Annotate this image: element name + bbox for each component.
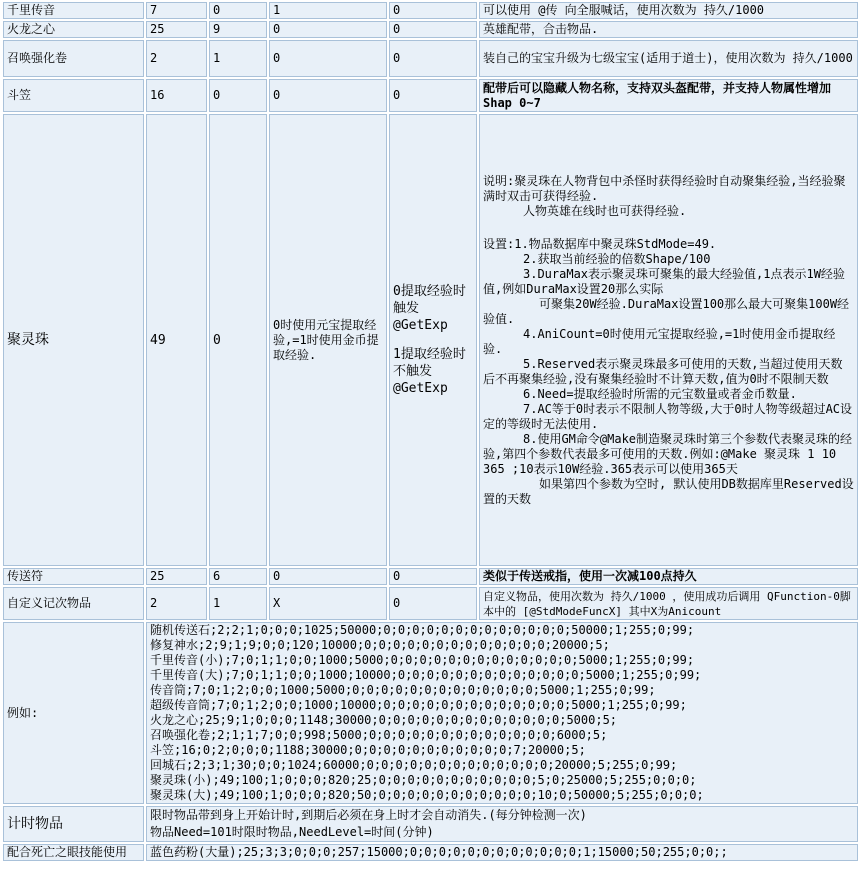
combo-description: 蓝色药粉(大量);25;3;3;0;0;0;257;15000;0;0;0;0;0;0;0;0;0;0;0;0;1;15000;50;255;0;0;; [146,844,858,861]
example-line: 修复神水;2;9;1;9;0;0;120;10000;0;0;0;0;0;0;0;0;0;0;0;0;0;20000;5; [150,638,610,652]
item-description-highlight: 类似于传送戒指，使用一次减100点持久 [479,568,858,585]
reserved-value: 0 [389,587,477,620]
table-row [3,587,858,620]
item-name: 计时物品 [3,806,144,842]
reserved-value: 0 [389,2,477,19]
item-description: 装自己的宝宝升级为七级宝宝(适用于道士)，使用次数为 持久/1000 [479,40,858,77]
item-table-wrapper [1,0,860,863]
reserved-note-line: 1提取经验时不触发@GetExp [393,347,466,396]
stdmode-value: 25 [146,568,207,585]
anicount-value: X [269,587,387,620]
table-row-combo [3,844,858,861]
item-name: 自定义记次物品 [3,587,144,620]
shape-value: 1 [209,40,267,77]
example-line: 超级传音筒;7;0;1;2;0;0;1000;10000;0;0;0;0;0;0;0;0;0;0;0;0;0;5000;1;255;0;99; [150,698,687,712]
example-line: 斗笠;16;0;2;0;0;0;1188;30000;0;0;0;0;0;0;0;0;0;0;0;7;20000;5; [150,743,586,757]
stdmode-value: 16 [146,79,207,112]
desc-line [483,219,854,237]
table-row-example [3,622,858,804]
table-row [3,21,858,38]
desc-line: 可聚集20W经验.DuraMax设置100那么最大可聚集100W经验值. [483,296,850,326]
desc-line: 4.AniCount=0时使用元宝提取经验,=1时使用金币提取经验. [483,326,836,356]
anicount-value: 0 [269,21,387,38]
item-name: 召唤强化卷 [3,40,144,77]
example-lines [146,622,858,804]
example-line: 召唤强化卷;2;1;1;7;0;0;998;5000;0;0;0;0;0;0;0;0;0;0;0;0;0;6000;5; [150,728,608,742]
item-name: 千里传音 [3,2,144,19]
example-label: 例如: [3,622,144,804]
anicount-note: 0时使用元宝提取经验,=1时使用金币提取经验. [269,114,387,566]
reserved-value: 0 [389,40,477,77]
desc-line: 人物英雄在线时也可获得经验. [523,203,687,218]
anicount-value: 0 [269,79,387,112]
table-row [3,2,858,19]
item-name: 火龙之心 [3,21,144,38]
desc-line: 如果第四个参数为空时, 默认使用DB数据库里Reserved设置的天数 [483,476,854,506]
shape-value: 6 [209,568,267,585]
shape-value: 0 [209,2,267,19]
stdmode-value: 7 [146,2,207,19]
item-stdmode-table [1,0,860,863]
anicount-value: 0 [269,568,387,585]
desc-line: 7.AC等于0时表示不限制人物等级,大于0时人物等级超过AC设定的等级时无法使用. [483,401,853,431]
shape-value: 1 [209,587,267,620]
table-row [3,79,858,112]
desc-line: 说明:聚灵珠在人物背包中杀怪时获得经验时自动聚集经验,当经验聚满时双击可获得经验. [483,173,846,203]
example-line: 回城石;2;3;1;30;0;0;1024;60000;0;0;0;0;0;0;0;0;0;0;0;0;0;20000;5;255;0;99; [150,758,678,772]
reserved-value: 0 [389,21,477,38]
example-line: 聚灵珠(大);49;100;1;0;0;0;820;50;0;0;0;0;0;0;0;0;0;0;0;10;0;50000;5;255;0;0;0; [150,788,704,802]
item-name: 斗笠 [3,79,144,112]
reserved-value: 0 [389,79,477,112]
desc-line: 6.Need=提取经验时所需的元宝数量或者金币数量. [523,386,797,401]
desc-line: 3.DuraMax表示聚灵珠可聚集的最大经验值,1点表示1W经验值,例如DuraMax设置20那么实际 [483,266,845,296]
example-line: 随机传送石;2;2;1;0;0;0;1025;50000;0;0;0;0;0;0;0;0;0;0;0;0;0;50000;1;255;0;99; [150,623,695,637]
desc-line: 设置:1.物品数据库中聚灵珠StdMode=49. [483,236,717,251]
timed-line: 限时物品带到身上开始计时,到期后必须在身上时才会自动消失.(每分钟检测一次) [150,808,587,822]
item-name: 传送符 [3,568,144,585]
timed-description [146,806,858,842]
shape-value: 0 [209,79,267,112]
table-row-timed [3,806,858,842]
stdmode-value: 25 [146,21,207,38]
item-name: 配合死亡之眼技能使用 [3,844,144,861]
example-line: 千里传音(小);7;0;1;1;0;0;1000;5000;0;0;0;0;0;0;0;0;0;0;0;0;0;5000;1;255;0;99; [150,653,695,667]
stdmode-value: 2 [146,40,207,77]
jlz-description [479,114,858,566]
desc-line: 8.使用GM命令@Make制造聚灵珠时第三个参数代表聚灵珠的经验,第四个参数代表最多可使用的天数.例如:@Make 聚灵珠 1 10 365 ;10表示10W经验.365表示可以使用365天 [483,431,853,476]
item-description: 可以使用 @传 向全服喊话，使用次数为 持久/1000 [479,2,858,19]
example-line: 传音筒;7;0;1;2;0;0;1000;5000;0;0;0;0;0;0;0;0;0;0;0;0;0;5000;1;255;0;99; [150,683,656,697]
timed-line: 物品Need=101时限时物品,NeedLevel=时间(分钟) [150,825,434,839]
anicount-value: 1 [269,2,387,19]
reserved-value: 0 [389,568,477,585]
reserved-note [389,114,477,566]
table-row-jlz [3,114,858,566]
stdmode-value: 2 [146,587,207,620]
example-line: 聚灵珠(小);49;100;1;0;0;0;820;25;0;0;0;0;0;0;0;0;0;0;0;5;0;25000;5;255;0;0;0; [150,773,697,787]
item-description: 英雄配带，合击物品. [479,21,858,38]
reserved-note-line: 0提取经验时触发@GetExp [393,284,466,333]
anicount-value: 0 [269,40,387,77]
desc-line: 2.获取当前经验的倍数Shape/100 [523,251,711,266]
example-line: 千里传音(大);7;0;1;1;0;0;1000;10000;0;0;0;0;0;0;0;0;0;0;0;0;0;5000;1;255;0;99; [150,668,702,682]
stdmode-value: 49 [146,114,207,566]
table-row [3,568,858,585]
shape-value: 9 [209,21,267,38]
shape-value: 0 [209,114,267,566]
table-row [3,40,858,77]
item-description: 自定义物品，使用次数为 持久/1000 ，使用成功后调用 QFunction-0脚本中的 [@StdModeFuncX] 其中X为Anicount [479,587,858,620]
desc-line: 5.Reserved表示聚灵珠最多可使用的天数,当超过使用天数后不再聚集经验,没有聚集经验时不计算天数,值为0时不限制天数 [483,356,843,386]
example-line: 火龙之心;25;9;1;0;0;0;1148;30000;0;0;0;0;0;0;0;0;0;0;0;0;0;5000;5; [150,713,618,727]
item-name: 聚灵珠 [3,114,144,566]
item-description-highlight: 配带后可以隐藏人物名称，支持双头盔配带，并支持人物属性增加 Shap 0~7 [479,79,858,112]
